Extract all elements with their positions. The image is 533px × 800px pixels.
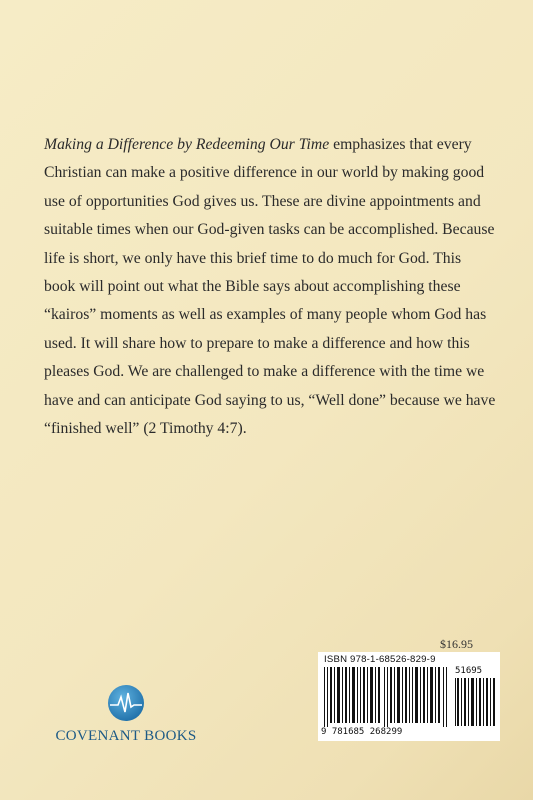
price-code: 51695 — [455, 666, 483, 676]
supplement-barcode-bars — [454, 678, 496, 726]
ean-barcode-bars — [322, 667, 452, 727]
ean-digits: 9 781685 268299 — [321, 727, 403, 737]
isbn-label: ISBN 978-1-68526-829-9 — [324, 654, 436, 665]
blurb-body: emphasizes that every Christian can make a positive difference in our world by making good use of opportunities God gives us. These are divine appointments and suitable times when our God-given tasks can be accomplished. Because life is short, we only have this brief time to do much for God. This book will point out what the Bible says about accomplishing these “kairos” moments as well as examples of many people whom God has used. It will share how to prepare to make a difference and how this pleases God. We are challenged to make a difference with the time we have and can anticipate God saying to us, “Well done” because we have “finished well” (2 Timothy 4:7). — [44, 136, 496, 438]
publisher-name: COVENANT BOOKS — [55, 728, 197, 744]
globe-heartbeat-icon — [106, 683, 146, 723]
blurb-text — [44, 131, 496, 443]
book-title: Making a Difference by Redeeming Our Time — [44, 136, 330, 153]
price-label: $16.95 — [440, 637, 473, 651]
barcode — [318, 652, 500, 741]
